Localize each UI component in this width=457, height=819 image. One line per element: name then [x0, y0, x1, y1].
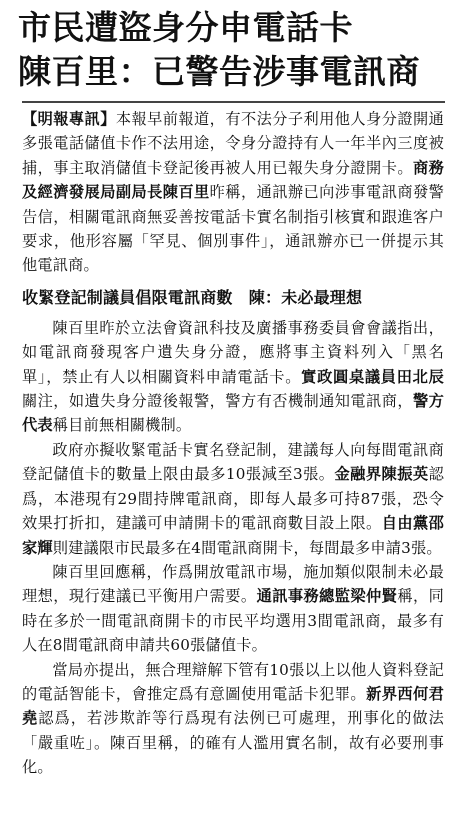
- headline-divider: [22, 101, 445, 103]
- paragraph-2: [22, 316, 444, 438]
- paragraph-5-text-a: 當局亦提出，無合理辯解下管有10張以上以他人資料登記的電話智能卡，會推定爲有意圖使用電話卡犯罪。: [22, 660, 444, 703]
- headline: [18, 6, 448, 94]
- paragraph-2-text-b: 關注，如遺失身分證後報警，警方有否機制通知電訊商，: [22, 392, 413, 411]
- bold-name-tian-beichen: 實政圓桌議員田北辰: [301, 367, 444, 386]
- news-source: 【明報專訊】: [22, 110, 116, 128]
- headline-line-1: 市民遭盜身分申電話卡: [18, 8, 353, 47]
- bold-name-shiu-ka-fai: 自由黨邵家輝: [22, 514, 444, 557]
- bold-name-chaucer-leung: 通訊事務總監梁仲賢: [256, 587, 398, 606]
- paragraph-4: [22, 560, 444, 658]
- subheading: 收緊登記制議員倡限電訊商數 陳：未必最理想: [22, 287, 363, 307]
- paragraph-3-text-c: 則建議限市民最多在4間電訊商開卡，每間最多申請3張。: [52, 538, 442, 557]
- paragraph-5: [22, 658, 444, 780]
- paragraph-3-text-a: 政府亦擬收緊電話卡實名登記制，建議每人向每間電訊商登記儲值卡的數量上限由最多10張減至3張。: [22, 440, 444, 484]
- paragraph-1-text-b: 昨稱，通訊辦已向涉事電訊商發警告信，相關電訊商無妥善按電話卡實名制指引核實和跟進客户要求，他形容屬「罕見、個別事件」，通訊辦亦已一併提示其他電訊商。: [22, 183, 445, 275]
- paragraph-2-text-a: 陳百里昨於立法會資訊科技及廣播事務委員會會議指出，如電訊商發現客户遺失身分證，應將事主資料列入「黑名單」，禁止有人以相關資料申請電話卡。: [22, 318, 444, 386]
- speaker-name: 商務及經濟發展局副局長陳百里: [22, 158, 444, 202]
- paragraph-3: [22, 438, 444, 560]
- paragraph-2-text-c: 稱目前無相關機制。: [52, 416, 192, 435]
- article-body: [22, 107, 444, 780]
- bold-name-police-rep: 警方代表: [22, 392, 444, 435]
- bold-name-junius-ho: 新界西何君堯: [22, 684, 445, 728]
- paragraph-1: [22, 107, 444, 278]
- paragraph-4-text-a: 陳百里回應稱，作爲開放電訊市場，施加類似限制未必最理想，現行建議已平衡用户需要。: [22, 562, 444, 606]
- paragraph-3-text-b: 認爲，本港現有29間持牌電訊商，即每人最多可持87張，恐令效果打折扣，建議可申請開卡的電訊商數目設上限。: [22, 465, 444, 533]
- paragraph-4-text-b: 稱，同時在多於一間電訊商開卡的市民平均選用3間電訊商，最多有人在8間電訊商申請共60張儲值卡。: [22, 587, 444, 655]
- bold-name-chan-chun-ying: 金融界陳振英: [334, 465, 429, 484]
- paragraph-1-text-a: 本報早前報道，有不法分子利用他人身分證開通多張電話儲值卡作不法用途，令身分證持有人一年半內三度被捕，事主取消儲值卡登記後再被人用已報失身分證開卡。: [22, 110, 445, 177]
- paragraph-5-text-b: 認爲，若涉欺詐等行爲現有法例已可處理，刑事化的做法「嚴重咗」。陳百里稱，的確有人濫用實名制，故有必要刑事化。: [22, 709, 444, 777]
- headline-line-2: 陳百里：已警告涉事電訊商: [18, 52, 420, 91]
